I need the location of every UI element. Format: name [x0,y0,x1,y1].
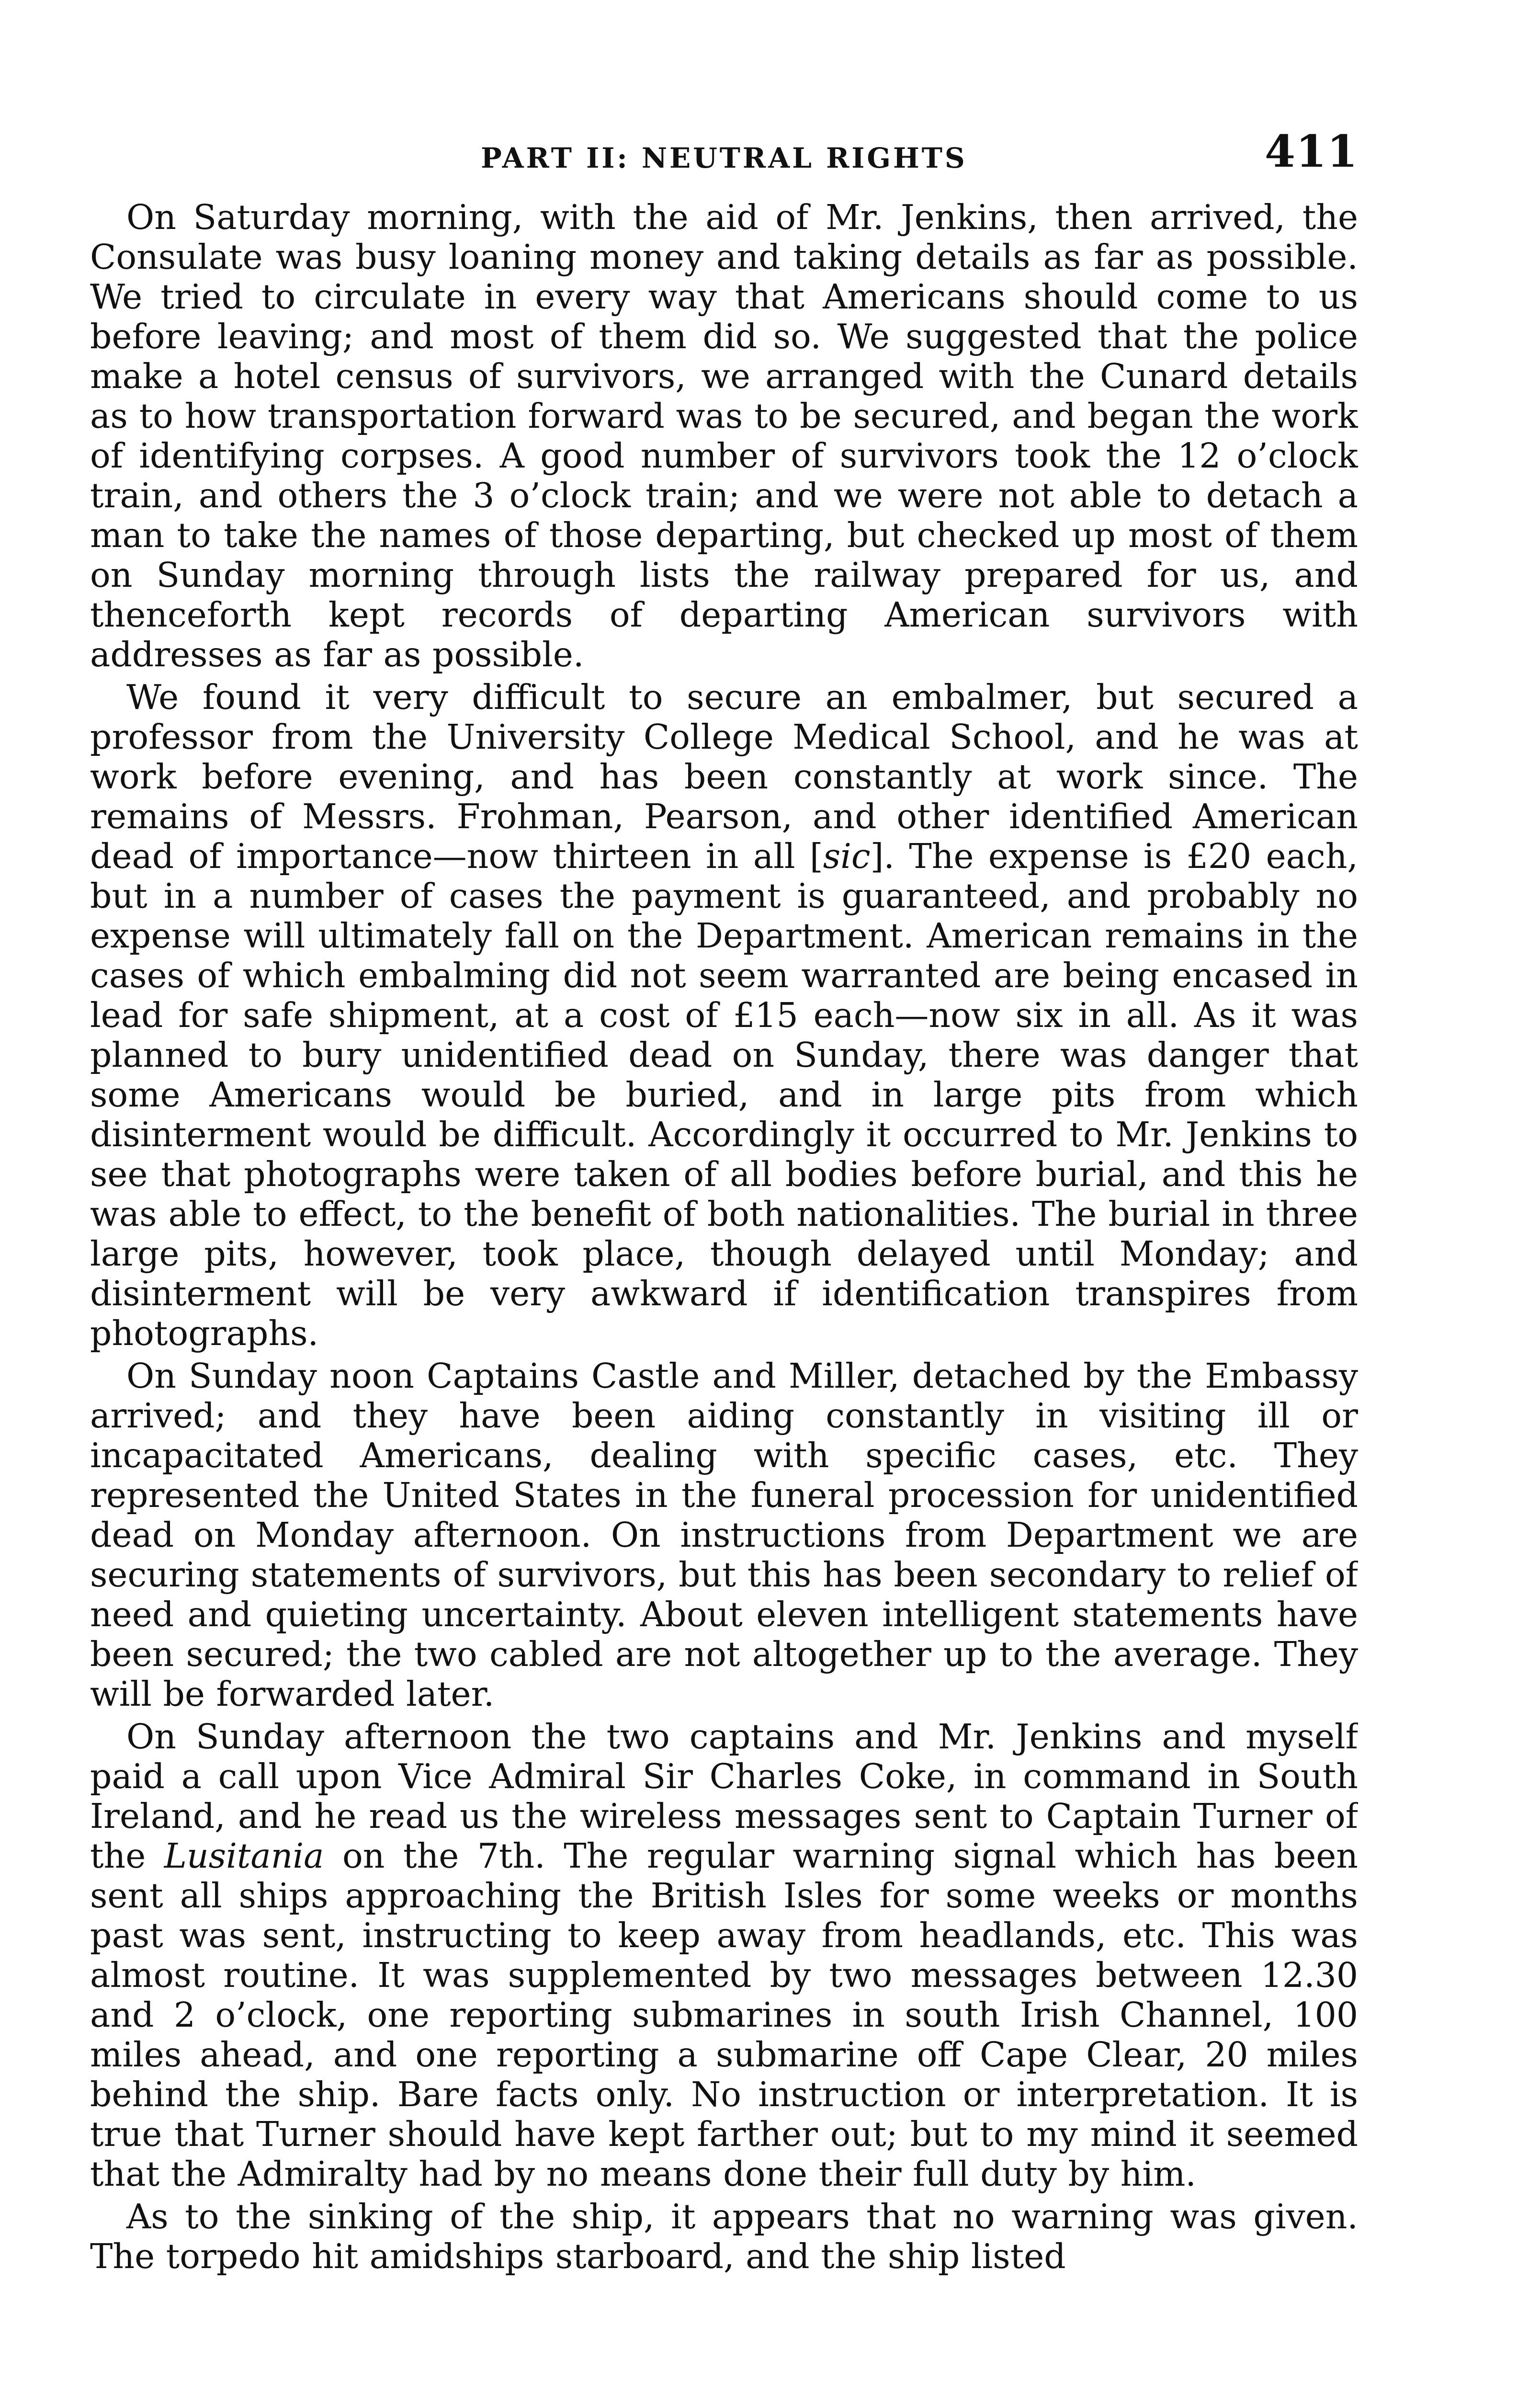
paragraph-sunday-afternoon [90,1717,1358,2194]
paragraph-text: ]. The expense is £20 each, but in a number of cases the payment is guaranteed, and probably no expense will ultimately fall on the Department. American remains in the cases of which embalming did not seem warranted are being encased in lead for safe shipment, at a cost of £15 each—now six in all. As it was planned to bury unidentified dead on Sunday, there was danger that some Americans would be buried, and in large pits from which disinterment would be difficult. Accordingly it occurred to Mr. Jenkins to see that photographs were taken of all bodies before burial, and this he was able to effect, to the benefit of both nationalities. The burial in three large pits, however, took place, though delayed until Monday; and disinterment will be very awkward if identification transpires from photographs. [90,836,1358,1353]
page-header [90,125,1358,183]
paragraph-sinking: As to the sinking of the ship, it appears that no warning was given. The torpedo hit amidships starboard, and the ship listed [90,2197,1358,2276]
body-text [90,197,1358,2382]
emphasis-text: sic [823,836,871,876]
running-head: PART II: NEUTRAL RIGHTS [481,142,967,174]
ship-name: Lusitania [164,1836,324,1876]
page-number: 411 [1264,125,1358,177]
paragraph-saturday-morning: On Saturday morning, with the aid of Mr. Jenkins, then arrived, the Consulate was busy loaning money and taking details as far as possible. We tried to circulate in every way that Americans should come to us before leaving; and most of them did so. We suggested that the police make a hotel census of survivors, we arranged with the Cunard details as to how transportation forward was to be secured, and began the work of identifying corpses. A good number of survivors took the 12 o’clock train, and others the 3 o’clock train; and we were not able to detach a man to take the names of those departing, but checked up most of them on Sunday morning through lists the railway prepared for us, and thenceforth kept records of departing American survivors with addresses as far as possible. [90,197,1358,674]
paragraph-embalmer [90,677,1358,1353]
paragraph-text: We found it very difficult to secure an embalmer, but secured a professor from the University College Medical School, and he was at work before evening, and has been constantly at work since. The remains of Messrs. Frohman, Pearson, and other identified American dead of importance—now thirteen in all [ [90,677,1358,876]
paragraph-sunday-noon: On Sunday noon Captains Castle and Miller, detached by the Embassy arrived; and they have been aiding constantly in visiting ill or incapacitated Americans, dealing with specific cases, etc. They represented the United States in the funeral procession for unidentified dead on Monday afternoon. On instructions from Department we are securing statements of survivors, but this has been secondary to relief of need and quieting uncertainty. About eleven intelligent statements have been secured; the two cabled are not altogether up to the average. They will be forwarded later. [90,1356,1358,1714]
paragraph-text: on the 7th. The regular warning signal which has been sent all ships approaching the British Isles for some weeks or months past was sent, instructing to keep away from headlands, etc. This was almost routine. It was supplemented by two messages between 12.30 and 2 o’clock, one reporting submarines in south Irish Channel, 100 miles ahead, and one reporting a submarine off Cape Clear, 20 miles behind the ship. Bare facts only. No instruction or interpretation. It is true that Turner should have kept farther out; but to my mind it seemed that the Admiralty had by no means done their full duty by him. [90,1836,1358,2194]
paragraph-text: On Sunday afternoon the two captains and Mr. Jenkins and myself paid a call upon Vice Admiral Sir Charles Coke, in command in South Ireland, and he read us the wireless messages sent to Captain Turner of the [90,1717,1358,1876]
